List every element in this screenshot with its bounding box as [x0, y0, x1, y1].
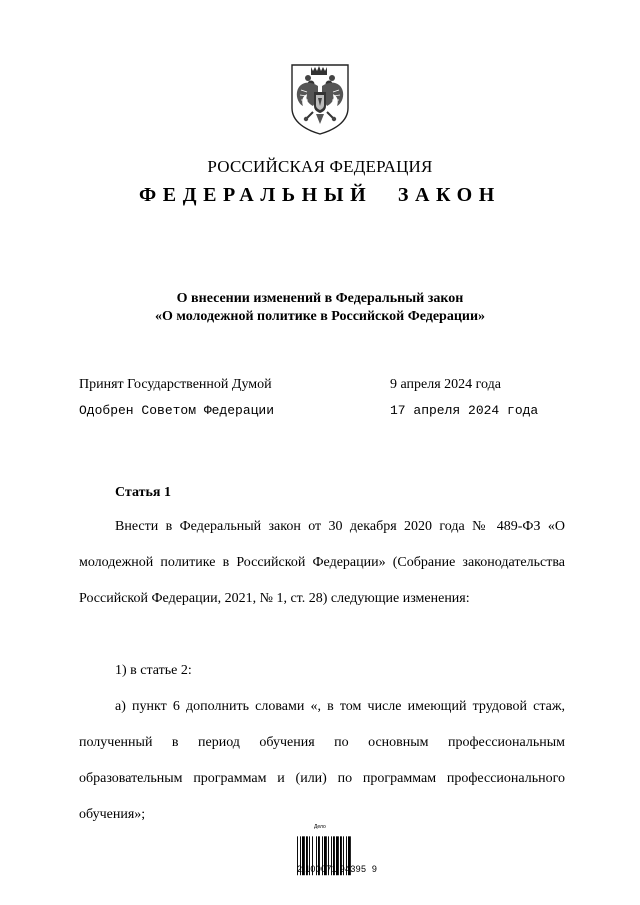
article-item-1a: а) пункт 6 дополнить словами «, в том числе имеющий трудовой стаж, полученный в период обучения по основным профессиональным образовательным программам и (или) по программам профессионального обучения»;	[79, 699, 565, 822]
law-title-line1: О внесении изменений в Федеральный закон	[176, 291, 464, 306]
barcode-small-label: Дело	[314, 824, 326, 830]
barcode-number: 2 100071 94395 9	[297, 864, 378, 874]
council-approval-label: Одобрен Советом Федерации	[79, 403, 275, 418]
article-item-1: 1) в статье 2:	[115, 663, 192, 678]
country-name: РОССИЙСКАЯ ФЕДЕРАЦИЯ	[207, 157, 433, 176]
law-title	[0, 290, 640, 326]
duma-adoption-label: Принят Государственной Думой	[79, 377, 272, 392]
article-intro-paragraph: Внести в Федеральный закон от 30 декабря 2020 года № 489-ФЗ «О молодежной политике в Российской Федерации» (Собрание законодательства Российской Федерации, 2021, № 1, ст. 28) следующие изменения:	[79, 519, 565, 606]
council-approval-date: 17 апреля 2024 года	[390, 403, 539, 418]
law-title-line2: «О молодежной политике в Российской Федерации»	[154, 309, 486, 324]
article-heading: Статья 1	[115, 485, 171, 500]
document-type: ФЕДЕРАЛЬНЫЙ ЗАКОН	[139, 184, 501, 206]
duma-adoption-date: 9 апреля 2024 года	[390, 377, 501, 392]
coat-of-arms-icon	[289, 62, 351, 136]
